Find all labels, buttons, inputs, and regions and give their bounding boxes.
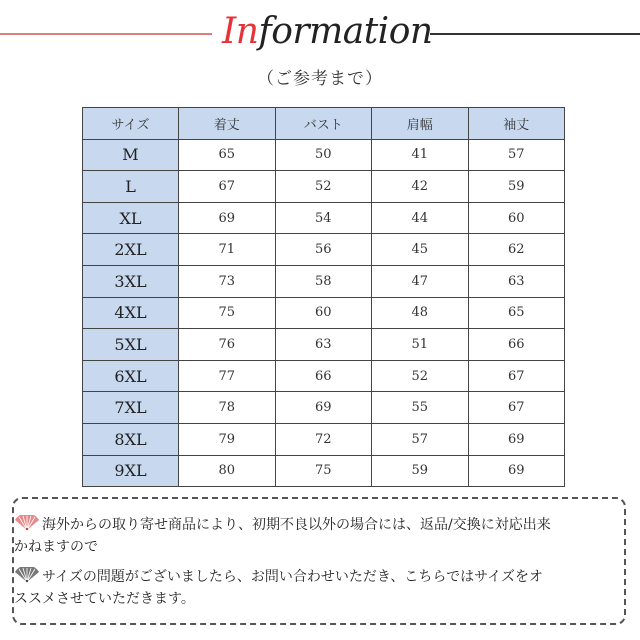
table-cell: 55 [372,392,469,424]
table-row [83,455,565,487]
header-line-left [0,33,212,35]
table-cell: 79 [179,423,276,455]
table-cell: 66 [275,360,372,392]
table-cell: 52 [372,360,469,392]
table-row [83,360,565,392]
table-cell: 67 [468,392,565,424]
table-cell: 41 [372,139,469,171]
size-label-cell: 2XL [83,234,179,266]
size-label-cell: 7XL [83,392,179,424]
table-cell: 44 [372,202,469,234]
table-cell: 51 [372,329,469,361]
table-cell: 75 [179,297,276,329]
page-title [222,8,432,56]
header-cell-sleeve: 袖丈 [468,108,565,140]
size-label-cell: 9XL [83,455,179,487]
table-cell: 75 [275,455,372,487]
table-cell: 72 [275,423,372,455]
size-label-cell: M [83,139,179,171]
table-cell: 69 [179,202,276,234]
table-cell: 69 [468,423,565,455]
table-row [83,139,565,171]
size-label-cell: 4XL [83,297,179,329]
fan-icon [14,515,40,531]
table-cell: 80 [179,455,276,487]
table-cell: 69 [468,455,565,487]
table-row [83,265,565,297]
header-cell-shoulder: 肩幅 [372,108,469,140]
table-cell: 63 [275,329,372,361]
table-cell: 78 [179,392,276,424]
size-label-cell: L [83,171,179,203]
table-cell: 76 [179,329,276,361]
table-row [83,202,565,234]
size-table [82,107,565,487]
table-cell: 62 [468,234,565,266]
table-cell: 73 [179,265,276,297]
table-cell: 48 [372,297,469,329]
table-cell: 71 [179,234,276,266]
table-cell: 59 [372,455,469,487]
table-row [83,297,565,329]
notice-item-returns [14,514,614,558]
notice-text-line2: ススメさせていただきます。 [14,591,195,607]
header-line-right [430,33,640,35]
page-subtitle: （ご参考まで） [257,69,383,89]
table-cell: 52 [275,171,372,203]
size-label-cell: XL [83,202,179,234]
table-cell: 58 [275,265,372,297]
title-rest: formation [258,11,433,52]
table-cell: 65 [179,139,276,171]
notice-text-line2: かねますので [14,539,98,555]
table-cell: 65 [468,297,565,329]
size-label-cell: 3XL [83,265,179,297]
table-cell: 67 [179,171,276,203]
table-cell: 59 [468,171,565,203]
fan-icon [14,567,40,583]
table-header-row [83,108,565,140]
table-row [83,171,565,203]
size-label-cell: 8XL [83,423,179,455]
table-cell: 42 [372,171,469,203]
table-row [83,392,565,424]
table-row [83,329,565,361]
table-cell: 60 [468,202,565,234]
header-cell-size: サイズ [83,108,179,140]
notice-item-size-help [14,566,614,610]
size-label-cell: 5XL [83,329,179,361]
notice-text-line1: 海外からの取り寄せ商品により、初期不良以外の場合には、返品/交換に対応出来 [42,517,551,533]
table-row [83,423,565,455]
table-cell: 45 [372,234,469,266]
table-cell: 56 [275,234,372,266]
table-row [83,234,565,266]
header-cell-bust: バスト [275,108,372,140]
table-cell: 54 [275,202,372,234]
table-cell: 57 [372,423,469,455]
table-cell: 63 [468,265,565,297]
notice-text-line1: サイズの問題がございましたら、お問い合わせいただき、こちらではサイズをオ [42,569,544,585]
table-cell: 77 [179,360,276,392]
table-cell: 57 [468,139,565,171]
table-cell: 69 [275,392,372,424]
header-cell-length: 着丈 [179,108,276,140]
table-cell: 66 [468,329,565,361]
title-accent: In [222,11,259,52]
table-cell: 47 [372,265,469,297]
size-label-cell: 6XL [83,360,179,392]
table-cell: 60 [275,297,372,329]
table-cell: 50 [275,139,372,171]
table-cell: 67 [468,360,565,392]
